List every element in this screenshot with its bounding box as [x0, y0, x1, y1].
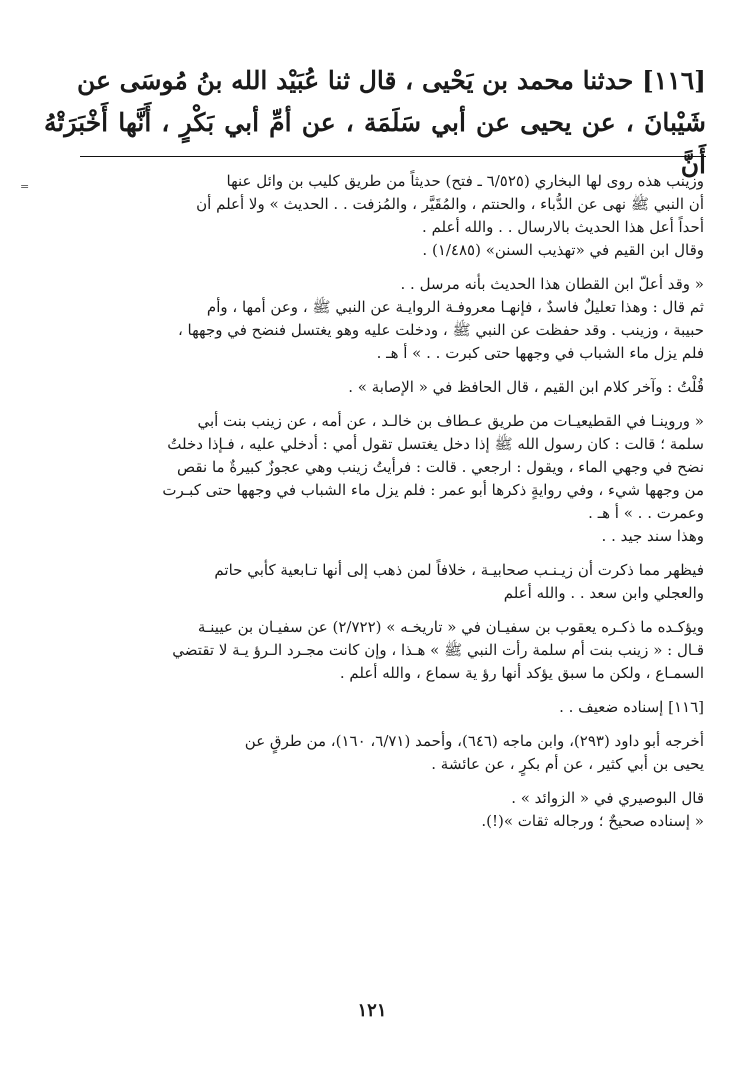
- text-line: وزينب هذه روى لها البخاري (٦/٥٢٥ ـ فتح) حديثاً من طريق كليب بن وائل عنها: [226, 172, 704, 190]
- footnote-paragraph: [42, 410, 704, 548]
- text-line: السمـاع ، ولكن ما سبق يؤكد أنها رؤ ية سماع ، والله أعلم .: [339, 664, 704, 682]
- text-line: فيظهر مما ذكرت أن زيـنـب صحابيـة ، خلافاً لمن ذهب إلى أنها تـابعية كأبي حاتم: [214, 561, 704, 579]
- footnote-separator: [80, 156, 706, 157]
- text-line: قال البوصيري في « الزوائد » .: [511, 789, 704, 807]
- text-line: وعمرت . . » أ هـ .: [588, 504, 704, 522]
- text-line: « إسناده صحيحٌ ؛ ورجاله ثقات »(!).: [481, 812, 704, 830]
- text-line: حبيبة ، وزينب . وقد حفظت عن النبي ﷺ ، ودخلت عليه وهو يغتسل فنضح في وجهها ،: [177, 321, 704, 339]
- text-line: ويؤكـده ما ذكـره يعقوب بن سفيـان في « تاريخـه » (٢/٧٢٢) عن سفيـان بن عيينـة: [197, 618, 704, 636]
- hadith-line: شَيْبانَ ، عن يحيى عن أبي سَلَمَة ، عن أمِّ أبي بَكْرٍ ، أَنَّها أَخْبَرَتْهُ أَنَّ: [44, 108, 706, 179]
- hadith-text: [44, 60, 706, 186]
- text-line: ثم قال : وهذا تعليلٌ فاسدٌ ، فإنهـا معروفـة الروايـة عن النبي ﷺ ، وعن أمها ، وأم: [206, 298, 704, 316]
- footnote-paragraph: [42, 787, 704, 833]
- text-line: [١١٦] إسناده ضعيف . .: [559, 698, 704, 716]
- text-line: قُلْتُ : وآخر كلام ابن القيم ، قال الحافظ في « الإصابة » .: [348, 378, 704, 396]
- text-line: والعجلي وابن سعد . . والله أعلم: [503, 584, 704, 602]
- text-line: وقال ابن القيم في «تهذيب السنن» (١/٤٨٥) .: [422, 241, 704, 259]
- text-line: سلمة ؛ قالت : كان رسول الله ﷺ إذا دخل يغتسل تقول أمي : أدخلي عليه ، فـإذا دخلتُ: [167, 435, 704, 453]
- footnotes: [42, 170, 704, 844]
- text-line: « وقد أعلّ ابن القطان هذا الحديث بأنه مرسل . .: [400, 275, 704, 293]
- footnote-paragraph: [42, 376, 704, 399]
- text-line: « وروينـا في القطيعيـات من طريق عـطاف بن خالـد ، عن أمه ، عن زينب بنت أبي: [197, 412, 704, 430]
- hadith-line: [١١٦] حدثنا محمد بن يَحْيى ، قال ثنا عُبَيْد الله بنُ مُوسَى عن: [77, 66, 706, 95]
- page-number: ١٢١: [357, 1000, 387, 1021]
- text-line: أحداً أعل هذا الحديث بالارسال . . والله أعلم .: [422, 218, 704, 236]
- text-line: فلم يزل ماء الشباب في وجهها حتى كبرت . . » أ هـ .: [376, 344, 704, 362]
- text-line: من وجهها شيء ، وفي روايةٍ ذكرها أبو عمر : فلم يزل ماء الشباب في وجهها حتى كبـرت: [162, 481, 704, 499]
- text-line: نضح في وجهي الماء ، ويقول : ارجعي . قالت : فرأيتُ زينب وهي عجوزٌ كبيرةٌ ما نقص: [177, 458, 704, 476]
- footnote-paragraph: [42, 730, 704, 776]
- continuation-marker: =: [20, 180, 30, 193]
- text-line: يحيى بن أبي كثير ، عن أم بكرٍ ، عن عائشة .: [431, 755, 704, 773]
- text-line: أخرجه أبو داود (٢٩٣)، وابن ماجه (٦٤٦)، وأحمد (٦/٧١، ١٦٠)، من طرقٍ عن: [244, 732, 704, 750]
- footnote-paragraph: [42, 559, 704, 605]
- footnote-paragraph: [42, 616, 704, 685]
- footnote-paragraph: [42, 273, 704, 365]
- footnote-paragraph: [42, 696, 704, 719]
- text-line: أن النبي ﷺ نهى عن الدُّباء ، والحنتم ، والمُقَيَّر ، والمُزفت . . الحديث » ولا أعلم أن: [196, 195, 704, 213]
- text-line: قـال : « زينب بنت أم سلمة رأت النبي ﷺ » هـذا ، وإن كانت مجـرد الـرؤ يـة لا تقتضي: [172, 641, 704, 659]
- footnote-paragraph: [42, 170, 704, 262]
- text-line: وهذا سند جيد . .: [601, 527, 704, 545]
